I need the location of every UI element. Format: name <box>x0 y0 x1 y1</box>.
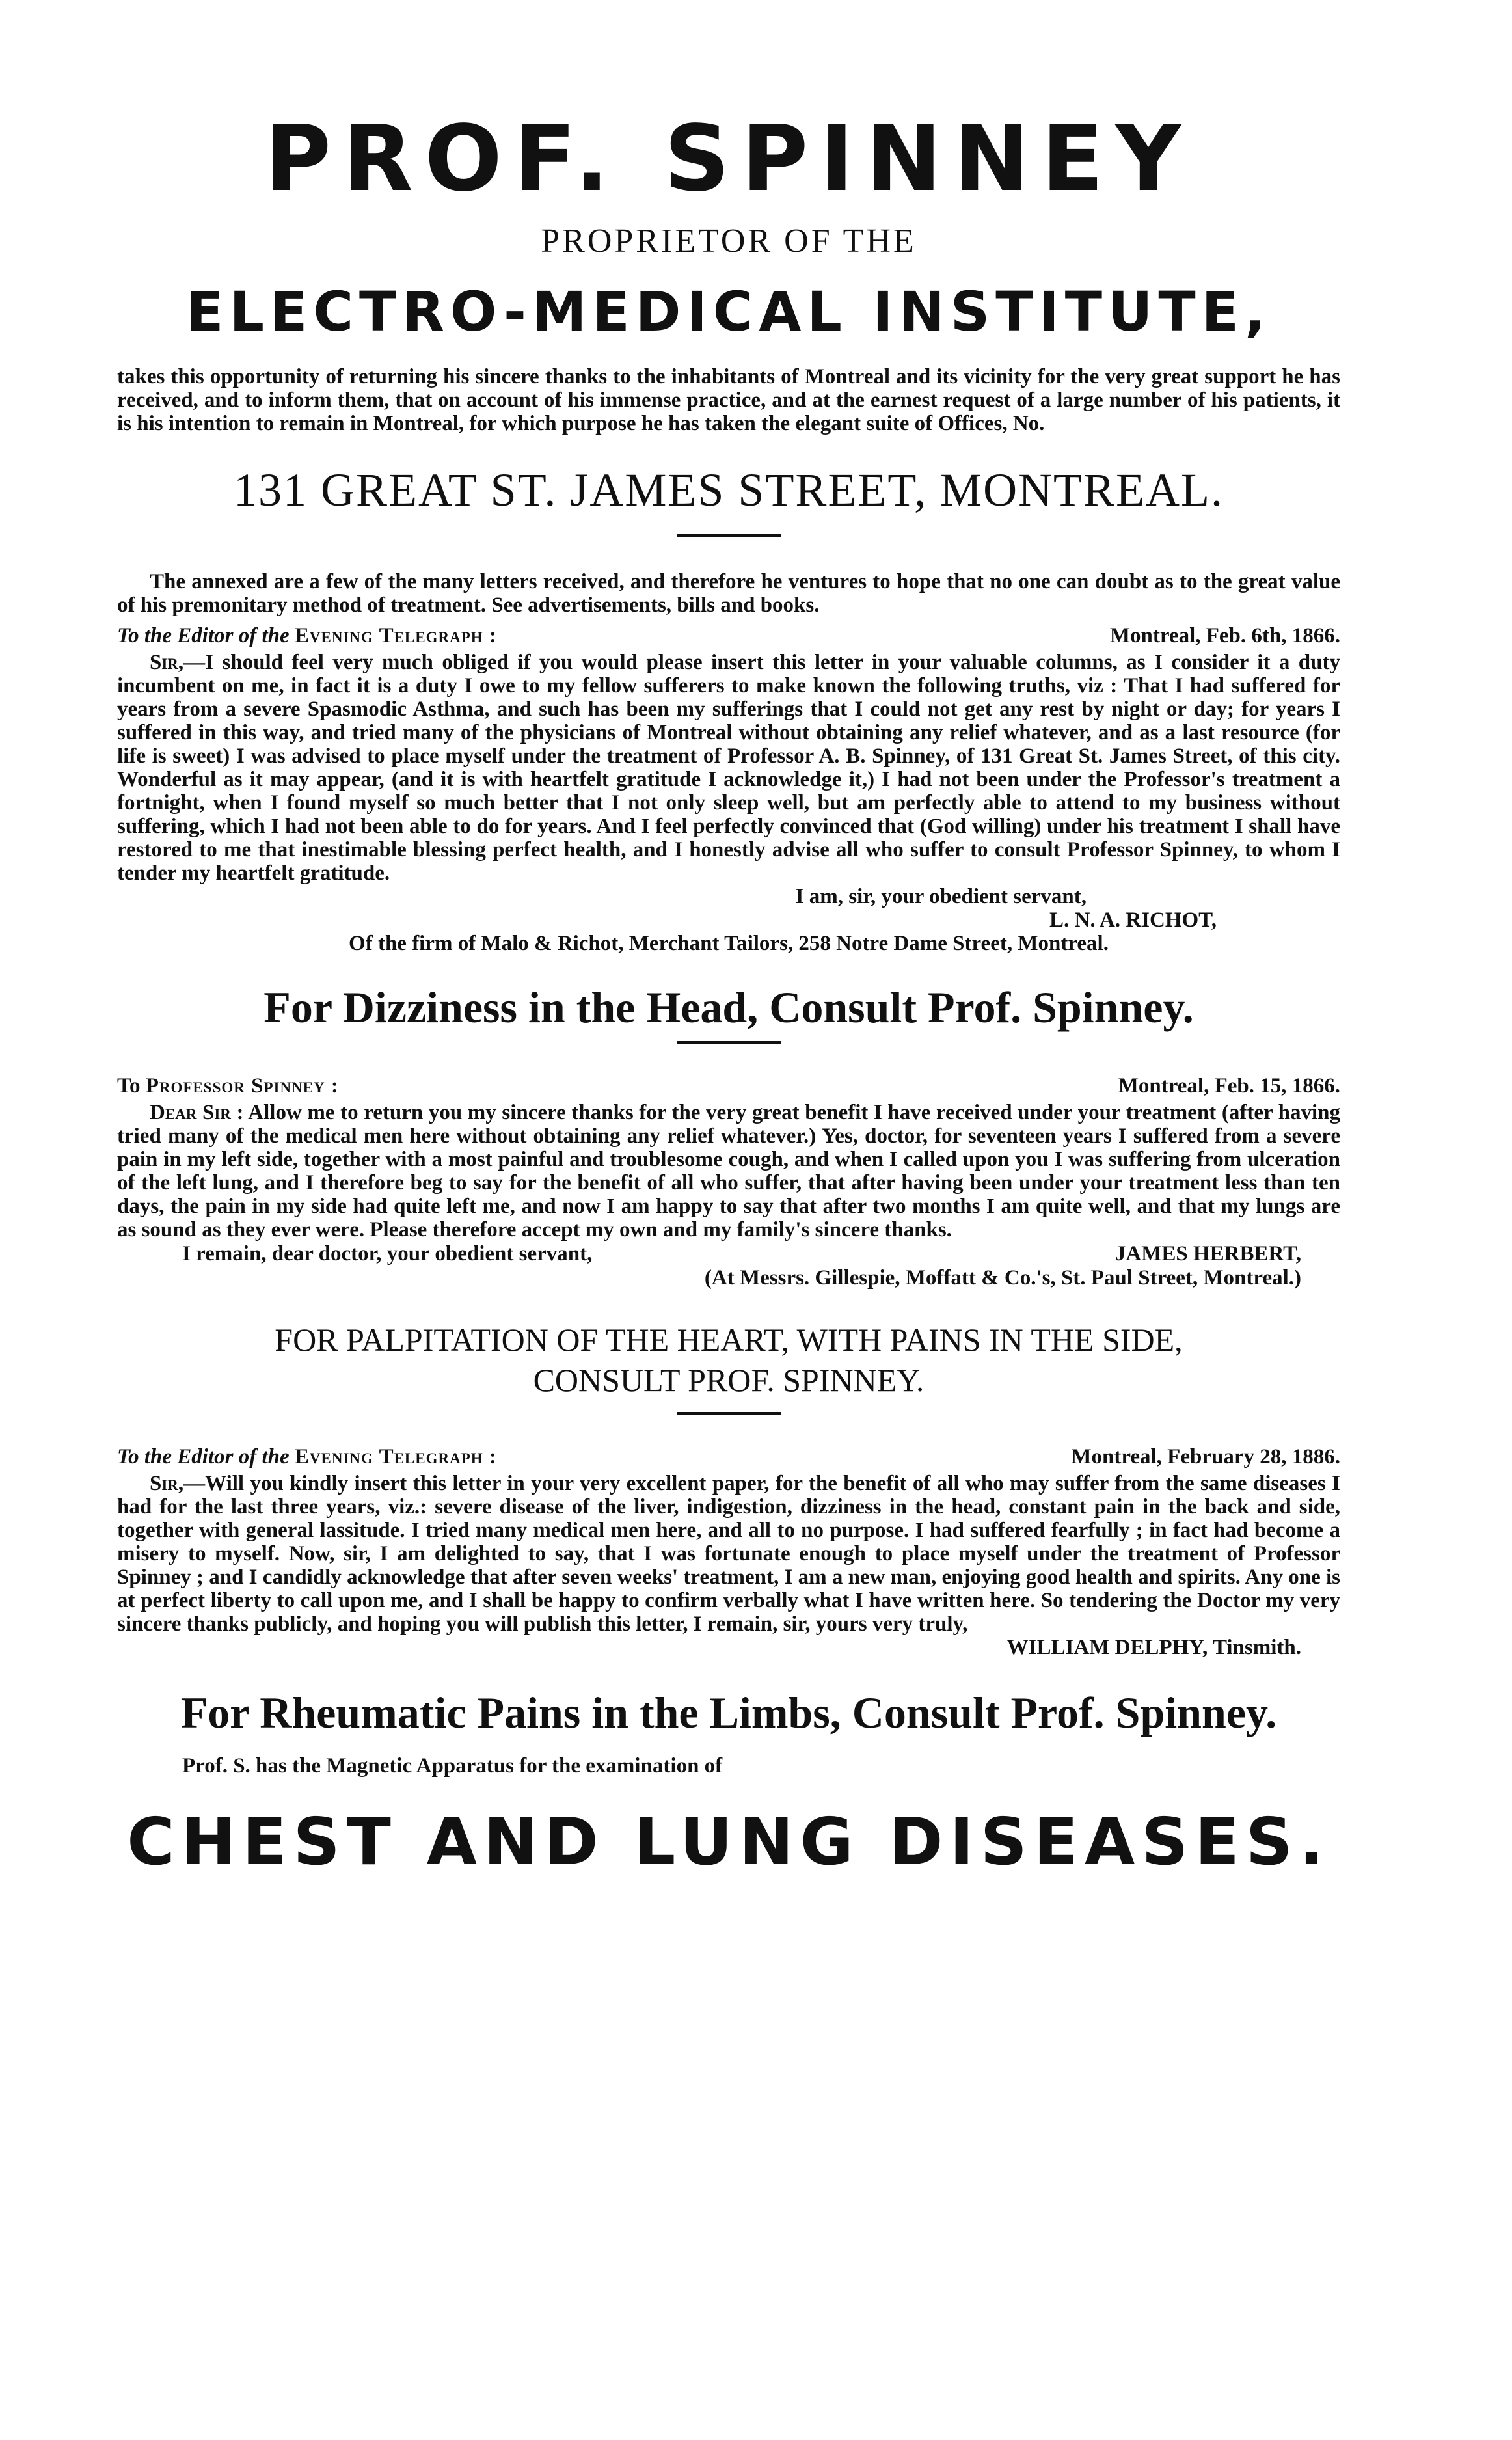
letter-1-to-paper: Evening Telegraph : <box>294 624 497 647</box>
address-line: 131 GREAT ST. JAMES STREET, MONTREAL. <box>233 464 1224 516</box>
letter-1-date: Montreal, Feb. 6th, 1866. <box>1109 624 1340 647</box>
institute-name: ELECTRO-MEDICAL INSTITUTE, <box>186 280 1271 344</box>
page-content <box>117 106 1340 1880</box>
letter-2-to-paper: Professor Spinney : <box>145 1074 339 1098</box>
letter-2-closing: I remain, dear doctor, your obedient servant, <box>182 1242 593 1266</box>
letter-1-text: —I should feel very much obliged if you would please insert this letter in your valuable columns, as I consider it a duty incumbent on me, in fact it is a duty I owe to my fellow sufferers to make known the following truths, viz : That I had suffered for years from a severe Spasmodic Asthma, and such has been my sufferings that I could not get any rest by night or day; for years I suffered in this way, and tried many of the physicians of Montreal without obtaining any relief whatever, and as a last resource (for life is sweet) I was advised to place myself under the treatment of Professor A. B. Spinney, of 131 Great St. James Street, of this city. Wonderful as it may appear, (and it is with heartfelt gratitude I acknowledge it,) I had not been under the Professor's treatment a fortnight, when I found myself so much better that I not only sleep well, but am perfectly able to attend to my business without suffering, which I had not been able to do for years. And I feel perfectly convinced that (God willing) under his treatment I shall have restored to me that inestimable blessing perfect health, and I honestly advise all who suffer to consult Professor Spinney, to whom I tender my heartfelt gratitude. <box>117 651 1340 885</box>
divider-rule <box>677 534 781 537</box>
letter-3-salutation: Sir, <box>150 1472 184 1495</box>
letter-1-body <box>117 651 1340 885</box>
letter-3-signature: WILLIAM DELPHY, Tinsmith. <box>1006 1636 1301 1659</box>
letter-3-addressee <box>117 1444 497 1469</box>
chest-lung-heading: CHEST AND LUNG DISEASES. <box>127 1804 1330 1880</box>
letter-1-closing: I am, sir, your obedient servant, <box>795 885 1087 908</box>
heading-palpitation-line-2: CONSULT PROF. SPINNEY. <box>533 1362 925 1398</box>
letter-1-signature: L. N. A. RICHOT, <box>1049 908 1217 932</box>
divider-rule <box>677 1412 781 1415</box>
letter-1-salutation: Sir, <box>150 651 184 674</box>
letter-3-body <box>117 1472 1340 1636</box>
letter-3-date: Montreal, February 28, 1886. <box>1071 1445 1340 1469</box>
letter-3-dateline <box>117 1444 1340 1469</box>
letter-1-dateline <box>117 623 1340 648</box>
letter-3-text: —Will you kindly insert this letter in your very excellent paper, for the benefit of all who may suffer from the same diseases I had for the last three years, viz.: severe disease of the liver, indigestion, dizziness in the head, constant pain in the back and side, together with general lassitude. I tried many medical men here, and all to no purpose. I had suffered fearfully ; in fact had become a misery to myself. Now, sir, I am delighted to say, that I was fortunate enough to place myself under the treatment of Professor Spinney ; and I candidly acknowledge that after seven weeks' treatment, I am a new man, enjoying good health and spirits. Any one is at perfect liberty to call upon me, and I shall be happy to confirm verbally what I have written here. So tendering the Doctor my very sincere thanks publicly, and hoping you will publish this letter, I remain, sir, yours very truly, <box>117 1472 1340 1636</box>
headline: PROF. SPINNEY <box>264 106 1193 212</box>
heading-dizziness: For Dizziness in the Head, Consult Prof. Spinney. <box>263 983 1194 1032</box>
letter-2-text: Allow me to return you my sincere thanks for the very great benefit I have received under your treatment (after having tried many of the medical men here without obtaining any relief whatever.) Yes, doctor, for seventeen years I suffered from a severe pain in my left side, together with a most painful and troublesome cough, and when I called upon you I was suffering from ulceration of the left lung, and I therefore beg to say for the benefit of all who suffer, that after having been under your treatment less than ten days, the pain in my side had quite left me, and now I am happy to say that after two months I am quite well, and that my lungs are as sound as they ever were. Please therefore accept my own and my family's sincere thanks. <box>117 1101 1340 1241</box>
divider-rule <box>677 1041 781 1044</box>
heading-palpitation-line-1: FOR PALPITATION OF THE HEART, WITH PAINS IN THE SIDE, <box>275 1322 1183 1358</box>
letter-2-signature: JAMES HERBERT, <box>1114 1242 1301 1266</box>
letter-1-to-prefix: To the Editor of the <box>117 624 290 647</box>
letter-2-firm: (At Messrs. Gillespie, Moffatt & Co.'s, St. Paul Street, Montreal.) <box>704 1266 1301 1290</box>
letter-1-addressee <box>117 623 497 648</box>
annexed-paragraph: The annexed are a few of the many letters received, and therefore he ventures to hope that no one can doubt as to the great value of his premonitary method of treatment. See advertisements, bills and books. <box>117 570 1340 617</box>
proprietor-line: PROPRIETOR OF THE <box>541 223 917 260</box>
letter-3-to-prefix: To the Editor of the <box>117 1445 290 1469</box>
letter-2-date: Montreal, Feb. 15, 1866. <box>1118 1074 1340 1098</box>
letter-2-addressee <box>117 1074 339 1098</box>
letter-2-signoff <box>182 1241 1301 1266</box>
letter-2-body <box>117 1101 1340 1241</box>
letter-2-salutation: Dear Sir : <box>150 1101 244 1124</box>
apparatus-line: Prof. S. has the Magnetic Apparatus for the examination of <box>182 1754 723 1778</box>
letter-1-firm: Of the firm of Malo & Richot, Merchant Tailors, 258 Notre Dame Street, Montreal. <box>349 932 1109 955</box>
letter-3-to-paper: Evening Telegraph : <box>294 1445 497 1469</box>
heading-palpitation <box>117 1320 1340 1400</box>
heading-rheumatic: For Rheumatic Pains in the Limbs, Consult Prof. Spinney. <box>180 1688 1277 1737</box>
letter-2-dateline <box>117 1074 1340 1098</box>
intro-paragraph: takes this opportunity of returning his sincere thanks to the inhabitants of Montreal and its vicinity for the very great support he has received, and to inform them, that on account of his immense practice, and at the earnest request of a large number of his patients, it is his intention to remain in Montreal, for which purpose he has taken the elegant suite of Offices, No. <box>117 365 1340 435</box>
letter-2-to-prefix: To <box>117 1074 141 1098</box>
